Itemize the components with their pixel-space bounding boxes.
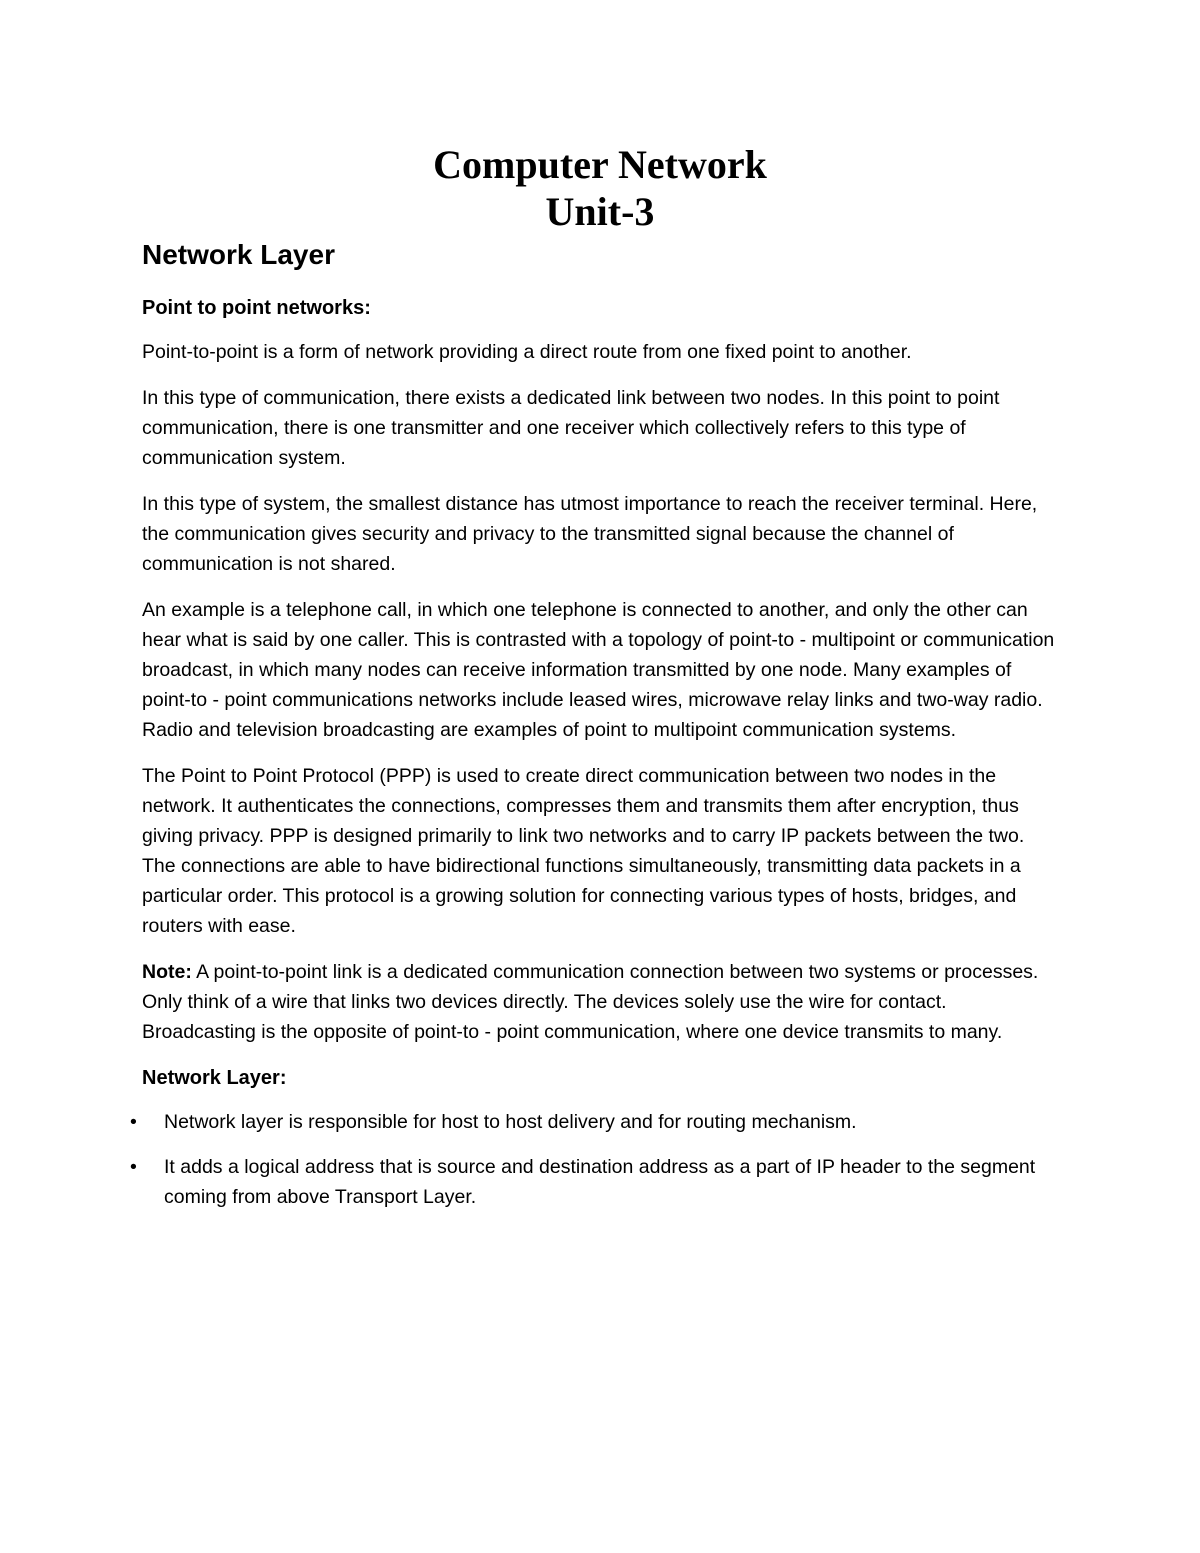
list-item bbox=[130, 1107, 1062, 1137]
list-item-text: It adds a logical address that is source and destination address as a part of IP header to the segment coming from above Transport Layer. bbox=[164, 1156, 1036, 1208]
heading-point-to-point: Point to point networks: bbox=[142, 297, 371, 319]
heading-network-layer: Network Layer bbox=[142, 239, 335, 270]
paragraph-ppp-protocol: The Point to Point Protocol (PPP) is used to create direct communication between two nodes in the network. It authenticates the connections, compresses them and transmits them after encryption, thus giving privacy. PPP is designed primarily to link two networks and to carry IP packets between the two. The connections are able to have bidirectional functions simultaneously, transmitting data packets in a particular order. This protocol is a growing solution for connecting various types of hosts, bridges, and routers with ease. bbox=[142, 765, 1025, 937]
bullet-icon: • bbox=[130, 1156, 137, 1178]
note-text: A point-to-point link is a dedicated communication connection between two systems or processes. Only think of a wire that links two devices directly. The devices solely use the wire for contact. Broadcasting is the opposite of point-to - point communication, where one device transmits to many. bbox=[142, 961, 1039, 1043]
bullet-list bbox=[130, 1107, 1062, 1212]
heading-network-layer-section: Network Layer: bbox=[142, 1067, 287, 1089]
document-body bbox=[130, 236, 1062, 1227]
paragraph-definition: Point-to-point is a form of network providing a direct route from one fixed point to another. bbox=[142, 341, 912, 363]
document-title: Computer Network bbox=[433, 142, 767, 187]
paragraph-note bbox=[142, 957, 1062, 1047]
paragraph-telephone-example: An example is a telephone call, in which one telephone is connected to another, and only the other can hear what is said by one caller. This is contrasted with a topology of point-to - multipoint or communication broadcast, in which many nodes can receive information transmitted by one node. Many examples of point-to - point communications networks include leased wires, microwave relay links and two-way radio. Radio and television broadcasting are examples of point to multipoint communication systems. bbox=[142, 599, 1055, 741]
paragraph-dedicated-link: In this type of communication, there exists a dedicated link between two nodes. In this point to point communication, there is one transmitter and one receiver which collectively refers to this type of communication system. bbox=[142, 387, 1000, 469]
list-item-text: Network layer is responsible for host to host delivery and for routing mechanism. bbox=[164, 1111, 857, 1133]
unit-title: Unit-3 bbox=[545, 189, 655, 234]
bullet-icon: • bbox=[130, 1111, 137, 1133]
note-label: Note: bbox=[142, 961, 192, 983]
paragraph-smallest-distance: In this type of system, the smallest distance has utmost importance to reach the receiver terminal. Here, the communication gives security and privacy to the transmitted signal because the channel of communication is not shared. bbox=[142, 493, 1038, 575]
list-item bbox=[130, 1152, 1062, 1212]
